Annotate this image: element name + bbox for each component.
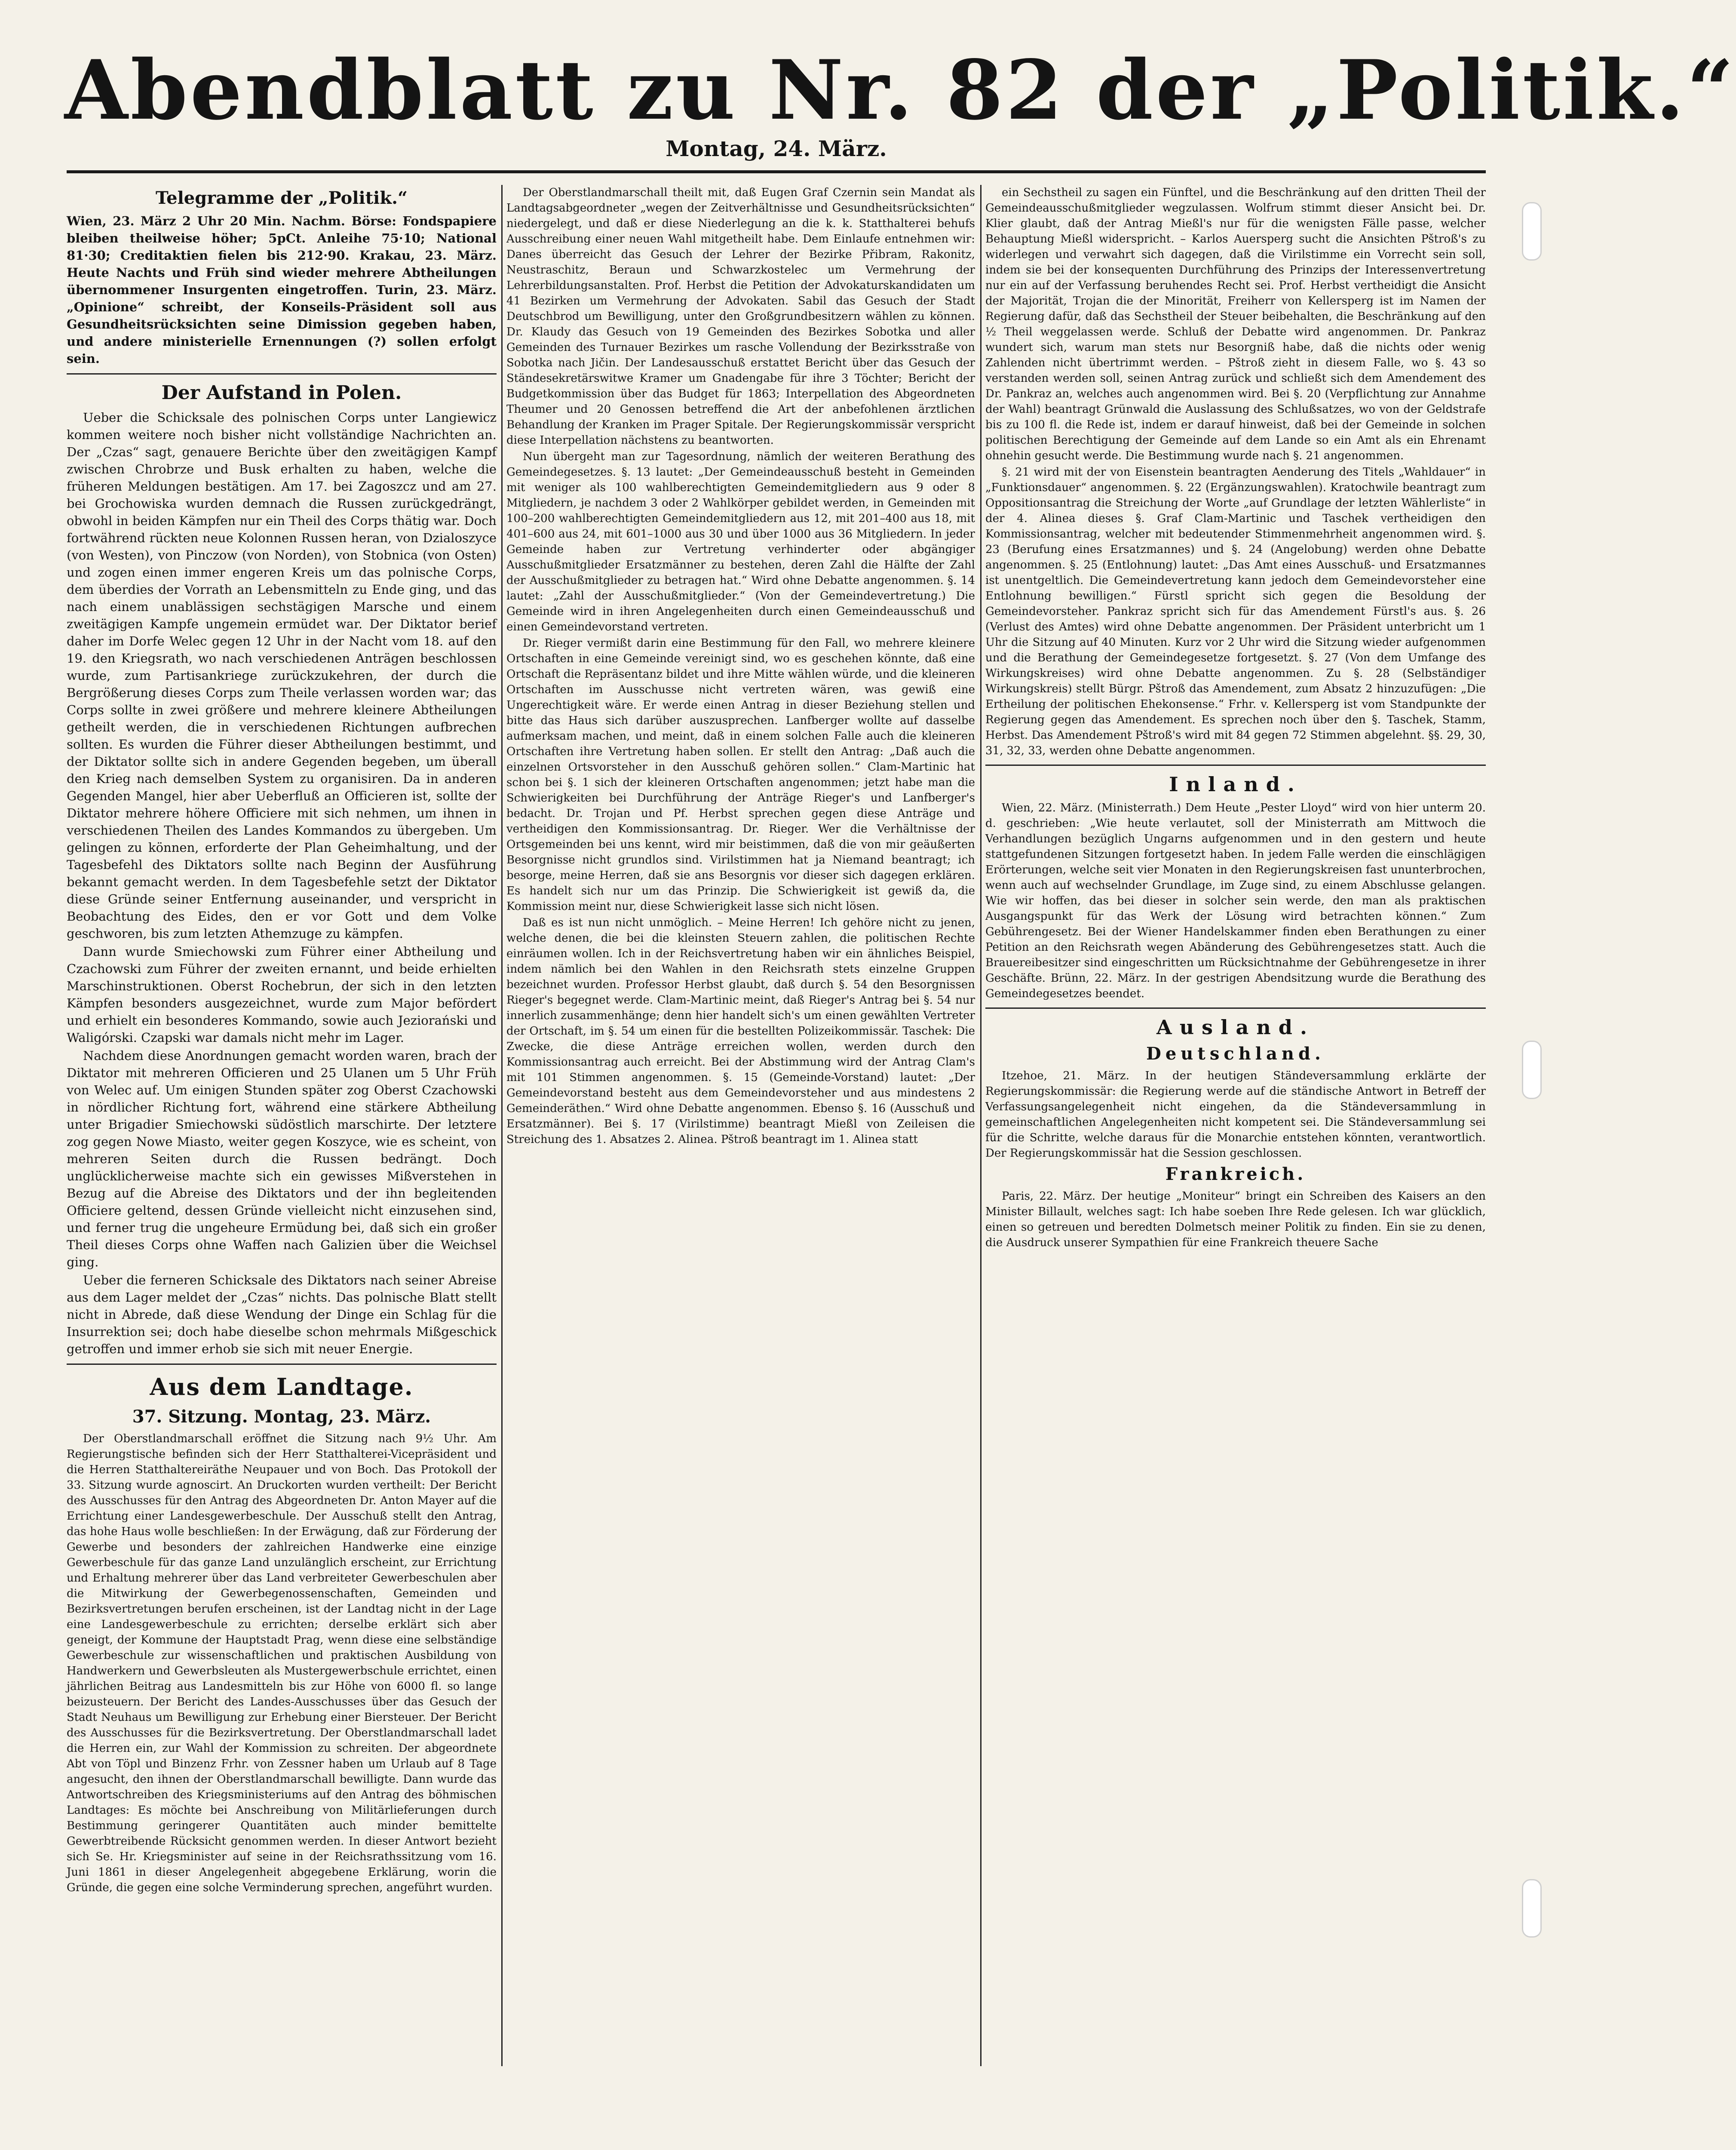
- aufstand-paragraph-3: Nachdem diese Anordnungen gemacht worden waren, brach der Diktator mit mehreren Officieren und 25 Ulanen um 5 Uhr Früh von Welec auf. Um einigen Stunden später zog Oberst Czachowski in nördlicher Richtung fort, während eine stärkere Abtheilung unter Brigadier Smiechowski südöstlich marschirte. Der letztere zog gegen Nowe Miasto, weiter gegen Koszyce, wie es scheint, von mehreren Seiten durch die Russen bedrängt. Doch unglücklicherweise machte sich ein gewisses Mißverstehen in Bezug auf die Abreise des Diktators und der ihn begleitenden Officiere geltend, dessen Gründe vielleicht nicht einzusehen sind, und ferner trug die ungeheure Ermüdung bei, daß sich ein großer Theil dieses Corps ohne Waffen nach Galizien über die Weichsel ging.: [67, 1048, 497, 1269]
- binding-hole: [1522, 1879, 1542, 1938]
- aufstand-paragraph-4: Ueber die ferneren Schicksale des Diktators nach seiner Abreise aus dem Lager meldet der „Czas“ nichts. Das polnische Blatt stellt nicht in Abrede, daß diese Wendung der Dinge ein Schlag für die Insurrektion sei; doch habe dieselbe schon mehrmals Mißgeschick getroffen und immer erhob sie sich mit neuer Energie.: [67, 1273, 497, 1356]
- section-separator: [67, 1364, 497, 1365]
- aufstand-heading: Der Aufstand in Polen.: [161, 382, 402, 404]
- col2-paragraph-2: Nun übergeht man zur Tagesordnung, nämlich der weiteren Berathung des Gemeindegesetzes. §. 13 lautet: „Der Gemeindeausschuß besteht in Gemeinden mit weniger als 100 wahlberechtigten Gemeindemitgliedern aus 9 oder 8 Mitgliedern, je nachdem 3 oder 2 Wahlkörper gebildet werden, in Gemeinden mit 100–200 wahlberechtigten Gemeindemitgliedern aus 12, mit 201–400 aus 18, mit 401–600 aus 24, mit 601–1000 aus 30 und über 1000 aus 36 Mitgliedern. In jeder Gemeinde haben zur Vertretung verhinderter oder abgängiger Ausschußmitglieder Ersatzmänner zu bestehen, deren Zahl die Hälfte der Zahl der Ausschußmitglieder zu betragen hat.“ Wird ohne Debatte angenommen. §. 14 lautet: „Zahl der Ausschußmitglieder.“ (Von der Gemeindevertretung.) Die Gemeinde wird in ihren Angelegenheiten durch einen Gemeindeausschuß und einen Gemeindevorstand vertreten.: [506, 450, 975, 633]
- column-rule-1: [501, 185, 503, 2066]
- col3-paragraph-1: ein Sechstheil zu sagen ein Fünftel, und die Beschränkung auf den dritten Theil der Gemeindeausschußmitglieder wegzulassen. Wolfrum stimmt dieser Ansicht bei. Dr. Klier glaubt, daß der Antrag Mießl's nur für die wenigsten Fälle passe, welcher Behauptung Mießl widerspricht. – Karlos Auersperg sucht die Ansichten Pštroß's zu widerlegen und verwahrt sich dagegen, daß die Virilstimme ein Vorrecht sein soll, indem sie bei der konsequenten Durchführung des Prinzips der Interessenvertretung nur ein auf der Verfassung beruhendes Recht sei. Prof. Herbst vertheidigt die Ansicht der Majorität, Trojan die der Minorität, Freiherr von Kellersperg ist im Namen der Regierung dafür, daß das Sechstheil der Steuer beibehalten, die Beschränkung auf den ½ Theil weggelassen werde. Schluß der Debatte wird angenommen. Dr. Pankraz wundert sich, warum man stets nur Besorgniß habe, daß die nichts oder wenig Zahlenden nicht übertrimmt werden. – Pštroß zieht in diesem Falle, wo §. 43 so verstanden werden soll, seinen Antrag zurück und schließt sich dem Amendement des Dr. Pankraz an, welches auch angenommen wird. Bei §. 20 (Verpflichtung zur Annahme der Wahl) beantragt Grünwald die Auslassung des Schlußsatzes, wo von der Geldstrafe bis zu 100 fl. die Rede ist, indem er darauf hinweist, daß bei der Gemeinde in solchen politischen Berechtigung der Gemeinde auf dem Lande so ein Amt als ein Ehrenamt ohnehin gesucht werde. Die Bestimmung wurde nach §. 21 angenommen.: [985, 186, 1486, 462]
- section-separator: [67, 373, 497, 375]
- aufstand-paragraph-2: Dann wurde Smiechowski zum Führer einer Abtheilung und Czachowski zum Führer der zweiten ernannt, und beide erhielten Marschinstruktionen. Oberst Rochebrun, der sich in den letzten Kämpfen besonders ausgezeichnet, wurde zum Major befördert und erhielt ein besonderes Kommando, sowie auch Jeziorański und Waligórski. Czapski war damals nicht mehr im Lager.: [67, 944, 497, 1045]
- column-2: [506, 185, 975, 2066]
- ausland-heading: Ausland.: [1156, 1016, 1315, 1039]
- aufstand-paragraph-1: Ueber die Schicksale des polnischen Corps unter Langiewicz kommen weitere noch bisher nicht vollständige Nachrichten an. Der „Czas“ sagt, genauere Berichte über den zweitägigen Kampf zwischen Chrobrze und Busk erhalten zu haben, welche die früheren Meldungen bestätigen. Am 17. bei Zagoszcz und am 27. bei Grochowiska wurden demnach die Russen zurückgedrängt, obwohl in beiden Kämpfen nur ein Theil des Corps thätig war. Doch fortwährend rückten neue Kolonnen Russen heran, von Dzialoszyce (von Westen), von Pinczow (von Norden), von Stobnica (von Osten) und zogen einen immer engeren Kreis um das polnische Corps, dem überdies der Vorrath an Lebensmitteln zu Ende ging, und das nach einem unablässigen sechstägigen Marsche und einem zweitägigen Kampfe ungemein ermüdet war. Der Diktator berief daher im Dorfe Welec gegen 12 Uhr in der Nacht vom 18. auf den 19. den Kriegsrath, wo nach verschiedenen Anträgen beschlossen wurde, zum Partisankriege zurückzukehren, der durch die Bergrößerung dieses Corps zum Theile verlassen worden war; das Corps sollte in zwei größere und mehrere kleinere Abtheilungen getheilt werden, die in verschiedenen Richtungen aufbrechen sollten. Es wurden die Führer dieser Abtheilungen bestimmt, und der Diktator sollte sich in andere Gegenden begeben, um überall den Krieg nach demselben System zu organisiren. Da in anderen Gegenden Mangel, hier aber Ueberfluß an Officieren ist, sollte der Diktator mehrere höhere Officiere mit sich nehmen, um ihnen in verschiedenen Theilen des Landes Kommandos zu übergeben. Um gelingen zu können, erforderte der Plan Geheimhaltung, und der Tagesbefehl des Diktators sollte nach Beginn der Ausführung bekannt gemacht werden. In dem Tagesbefehle setzt der Diktator diese Gründe seiner Entfernung auseinander, und verspricht in Beobachtung des Eides, den er vor Gott und dem Volke geschworen, bis zum letzten Athemzuge zu kämpfen.: [67, 410, 497, 941]
- inland-heading: Inland.: [1169, 773, 1302, 796]
- frankreich-heading: Frankreich.: [1165, 1164, 1306, 1184]
- landtag-heading: Aus dem Landtage.: [150, 1373, 414, 1401]
- binding-hole: [1522, 202, 1542, 261]
- inland-text: Wien, 22. März. (Ministerrath.) Dem Heute „Pester Lloyd“ wird von hier unterm 20. d. geschrieben: „Wie heute verlautet, soll der Ministerrath am Mittwoch die Verhandlungen bezüglich Ungarns aufgenommen und in den gestern und heute stattgefundenen Sitzungen fortgesetzt haben. In jedem Falle werden die einschlägigen Erörterungen, welche seit vier Monaten in den Regierungskreisen fast ununterbrochen, wenn auch auf wechselnder Grundlage, im Zuge sind, zu einem Abschlusse gelangen. Wie wir hoffen, das bei dieser in solcher sein werde, den man als praktischen Ausgangspunkt für das Werk der Lösung wird betrachten können.“ Zum Gebührengesetz. Bei der Wiener Handelskammer finden eben Berathungen zu einer Petition an den Reichsrath wegen Abänderung des Gebührengesetzes statt. Auch die Brauereibesitzer sind eingeschritten um Rücksichtnahme der Gebührengesetze in ihrer Geschäfte. Brünn, 22. März. In der gestrigen Abendsitzung wurde die Berathung des Gemeindegesetzes beendet.: [985, 802, 1486, 1000]
- telegrams-heading: Telegramme der „Politik.“: [155, 188, 408, 208]
- section-separator: [985, 1007, 1486, 1009]
- frankreich-text: Paris, 22. März. Der heutige „Moniteur“ bringt ein Schreiben des Kaisers an den Minister Billault, welches sagt: Ich habe soeben Ihre Rede gelesen. Ich war glücklich, einen so getreuen und beredten Dolmetsch meiner Politik zu finden. Ein sie zu denen, die Ausdruck unserer Sympathien für eine Frankreich theuere Sache: [985, 1190, 1486, 1249]
- column-rule-2: [980, 185, 981, 2066]
- col3-paragraph-2: §. 21 wird mit der von Eisenstein beantragten Aenderung des Titels „Wahldauer“ in „Funktionsdauer“ angenommen. §. 22 (Ergänzungswahlen). Kratochwile beantragt zum Oppositionsantrag die Streichung der Worte „auf Grundlage der letzten Wählerliste“ in der 4. Alinea dieses §. Graf Clam-Martinic und Taschek vertheidigen den Kommissionsantrag, welcher mit bedeutender Stimmenmehrheit angenommen wird. §. 23 (Berufung eines Ersatzmannes) und §. 24 (Angelobung) werden ohne Debatte angenommen. §. 25 (Entlohnung) lautet: „Das Amt eines Ausschuß- und Ersatzmannes ist unentgeltlich. Die Gemeindevertretung kann jedoch dem Gemeindevorsteher eine Entlohnung bewilligen.“ Fürstl spricht sich gegen die Besoldung der Gemeindevorsteher. Pankraz spricht sich für das Amendement Fürstl's aus. §. 26 (Verlust des Amtes) wird ohne Debatte angenommen. Der Präsident unterbricht um 1 Uhr die Sitzung auf 40 Minuten. Kurz vor 2 Uhr wird die Sitzung wieder aufgenommen und die Berathung der Gemeindegesetze fortgesetzt. §. 27 (Von dem Umfange des Wirkungskreises) wird ohne Debatte angenommen. Zu §. 28 (Selbständiger Wirkungskreis) stellt Bürgr. Pštroß das Amendement, zum Absatz 2 hinzuzufügen: „Die Ertheilung der politischen Ehekonsense.“ Frhr. v. Kellersperg ist vom Standpunkte der Regierung gegen das Amendement. Es sprechen noch über den §. Taschek, Stamm, Herbst. Das Amendement Pštroß's wird mit 84 gegen 72 Stimmen abgelehnt. §§. 29, 30, 31, 32, 33, werden ohne Debatte angenommen.: [985, 466, 1486, 757]
- deutschland-text: Itzehoe, 21. März. In der heutigen Ständeversammlung erklärte der Regierungskommissär: die Regierung werde auf die ständische Antwort in Betreff der Verfassungsangelegenheit nicht eingehen, da die Ständeversammlung in gemeinschaftlichen Angelegenheiten nicht kompetent sei. Die Ständeversammlung sei für die Schritte, welche daraus für die Monarchie entstehen könnten, verantwortlich. Der Regierungskommissär hat die Session geschlossen.: [985, 1069, 1486, 1160]
- col2-paragraph-4: Daß es ist nun nicht unmöglich. – Meine Herren! Ich gehöre nicht zu jenen, welche denen, die bei die kleinsten Steuern zahlen, die politischen Rechte einräumen wollen. Ich in der Reichsvertretung haben wir ein ähnliches Beispiel, indem nämlich bei den Wahlen in den Reichsrath stets einzelne Gruppen bezeichnet wurden. Professor Herbst glaubt, daß durch §. 54 den Besorgnissen Rieger's begegnet werde. Clam-Martinic meint, daß Rieger's Antrag bei §. 54 nur innerlich zusammenhänge; denn hier handelt sich's um einen gewählten Vertreter der Ortschaft, im §. 54 um einen für die bestellten Polizeikommissär. Taschek: Die Zwecke, die diese Anträge erreichen wollen, werden durch den Kommissionsantrag auch erreicht. Bei der Abstimmung wird der Antrag Clam's mit 101 Stimmen angenommen. §. 15 (Gemeinde-Vorstand) lautet: „Der Gemeindevorstand besteht aus dem Gemeindevorsteher und aus mindestens 2 Gemeinderäthen.“ Wird ohne Debatte angenommen. Ebenso §. 16 (Ausschuß und Ersatzmänner). Bei §. 17 (Virilstimme) beantragt Mießl von Zeileisen die Streichung des 1. Absatzes 2. Alinea. Pštroß beantragt im 1. Alinea statt: [506, 916, 975, 1146]
- landtag-text: Der Oberstlandmarschall eröffnet die Sitzung nach 9½ Uhr. Am Regierungstische befinden sich der Herr Statthalterei-Vicepräsident und die Herren Statthaltereiräthe Neupauer und von Boch. Das Protokoll der 33. Sitzung wurde agnoscirt. An Druckorten wurden vertheilt: Der Bericht des Ausschusses für den Antrag des Abgeordneten Dr. Anton Mayer auf die Errichtung einer Landesgewerbeschule. Der Ausschuß stellt den Antrag, das hohe Haus wolle beschließen: In der Erwägung, daß zur Förderung der Gewerbe und besonders der zahlreichen Handwerke eine einzige Gewerbeschule für das ganze Land unzulänglich erscheint, zur Errichtung und Erhaltung mehrerer über das Land verbreiteter Gewerbeschulen aber die Mitwirkung der Gewerbegenossenschaften, Gemeinden und Bezirksvertretungen berufen erscheinen, ist der Landtag nicht in der Lage eine Landesgewerbeschule zu errichten; derselbe erklärt sich aber geneigt, der Kommune der Hauptstadt Prag, wenn diese eine selbständige Gewerbeschule zur wissenschaftlichen und praktischen Ausbildung von Handwerkern und Gewerbsleuten als Mustergewerbschule errichtet, einen jährlichen Beitrag aus Landesmitteln bis zur Höhe von 6000 fl. so lange beizusteuern. Der Bericht des Landes-Ausschusses über das Gesuch der Stadt Neuhaus um Bewilligung zur Erhebung einer Biersteuer. Der Bericht des Ausschusses für die Bezirksvertretung. Der Oberstlandmarschall ladet die Herren ein, zur Wahl der Kommission zu schreiten. Der abgeordnete Abt von Töpl und Binzenz Frhr. von Zessner haben um Urlaub auf 8 Tage angesucht, den ihnen der Oberstlandmarschall bewilligte. Dann wurde das Antwortschreiben des Kriegsministeriums auf den Antrag des böhmischen Landtages: Es möchte bei Anschreibung von Militärlieferungen durch Bestimmung geringerer Quantitäten auch minder bemittelte Gewerbtreibende Rücksicht genommen werden. In dieser Antwort bezieht sich Se. Hr. Kriegsminister auf seine in der Reichsrathssitzung vom 16. Juni 1861 in dieser Angelegenheit abgegebene Erklärung, worin die Gründe, die gegen eine solche Verminderung sprechen, angeführt wurden.: [67, 1432, 497, 1894]
- header-rule: [67, 170, 1486, 173]
- issue-date: Montag, 24. März.: [666, 136, 887, 161]
- column-1: [67, 185, 497, 2066]
- binding-hole: [1522, 1041, 1542, 1099]
- sitzung-heading: 37. Sitzung. Montag, 23. März.: [132, 1407, 431, 1427]
- telegrams-text: Wien, 23. März 2 Uhr 20 Min. Nachm. Börse: Fondspapiere bleiben theilweise höher; 5pCt. Anleihe 75·10; National 81·30; Creditaktien fielen bis 212·90. Krakau, 23. März. Heute Nachts und Früh sind wieder mehrere Abtheilungen übernommener Insurgenten eingetroffen. Turin, 23. März. „Opinione“ schreibt, der Konseils-Präsident soll aus Gesundheitsrücksichten seine Dimission gegeben haben, und andere ministerielle Ernennungen (?) sollen erfolgt sein.: [67, 214, 497, 366]
- deutschland-heading: Deutschland.: [1146, 1044, 1325, 1064]
- column-3: [985, 185, 1486, 2066]
- col2-paragraph-1: Der Oberstlandmarschall theilt mit, daß Eugen Graf Czernin sein Mandat als Landtagsabgeordneter „wegen der Zeitverhältnisse und Gesundheitsrücksichten“ niedergelegt, und daß er diese Niederlegung an die k. k. Statthalterei behufs Ausschreibung einer neuen Wahl mitgetheilt habe. Dem Einlaufe entnehmen wir: Danes überreicht das Gesuch der Lehrer der Bezirke Přibram, Rakonitz, Neustraschitz, Beraun und Schwarzkostelec um Vermehrung der Lehrerbildungsanstalten. Prof. Herbst die Petition der Advokaturskandidaten um 41 Bezirken um Vermehrung der Advokaten. Sabil das Gesuch der Stadt Deutschbrod um Bewilligung, unter den Großgrundbesitzern wählen zu können. Dr. Klaudy das Gesuch von 19 Gemeinden des Bezirkes Sobotka und aller Gemeinden des Turnauer Bezirkes um rasche Vollendung der Bezirksstraße von Sobotka nach Jičin. Der Landesausschuß erstattet Bericht über das Gesuch der Ständesekretärswitwe Kramer um Gnadengabe für ihre 3 Töchter; Bericht der Budgetkommission über das Budget für 1863; Interpellation des Abgeordneten Theumer und 20 Genossen betreffend die Art der anbefohlenen ärztlichen Behandlung der Kranken im Prager Spitale. Der Regierungskommissär verspricht diese Interpellation nächstens zu beantworten.: [506, 186, 975, 447]
- masthead-title: Abendblatt zu Nr. 82 der „Politik.“: [64, 42, 1736, 138]
- section-separator: [985, 765, 1486, 766]
- col2-paragraph-3: Dr. Rieger vermißt darin eine Bestimmung für den Fall, wo mehrere kleinere Ortschaften in eine Gemeinde vereinigt sind, wo es geschehen könnte, daß eine Ortschaft die Repräsentanz bildet und ihre Mitte wählen würde, und die kleineren Ortschaften im Ausschusse nicht vertreten wären, was gewiß eine Ungerechtigkeit wäre. Er werde einen Antrag in dieser Beziehung stellen und bitte das Haus sich darüber auszusprechen. Lanfberger wollte auf dasselbe aufmerksam machen, und meint, daß in einem solchen Falle auch die kleineren Ortschaften ihre Vertretung haben sollen. Er stellt den Antrag: „Daß auch die einzelnen Ortsvorsteher in den Ausschuß gehören sollen.“ Clam-Martinic hat schon bei §. 1 sich der kleineren Ortschaften angenommen; jetzt habe man die Schwierigkeiten bei Durchführung der Anträge Rieger's und Lanfberger's bedacht. Dr. Trojan und Pf. Herbst sprechen gegen diese Anträge und vertheidigen den Kommissionsantrag. Dr. Rieger. Wer die Verhältnisse der Ortsgemeinden bei uns kennt, wird mir beistimmen, daß die von mir geäußerten Besorgnisse nicht grundlos sind. Virilstimmen hat ja Niemand beantragt; ich besorge, meine Herren, daß sie ans Besorgnis vor dieser sich dagegen erklären. Es handelt sich nur um das Prinzip. Die Schwierigkeit ist gewiß da, die Kommission meint nur, diese Schwierigkeit lasse sich nicht lösen.: [506, 637, 975, 913]
